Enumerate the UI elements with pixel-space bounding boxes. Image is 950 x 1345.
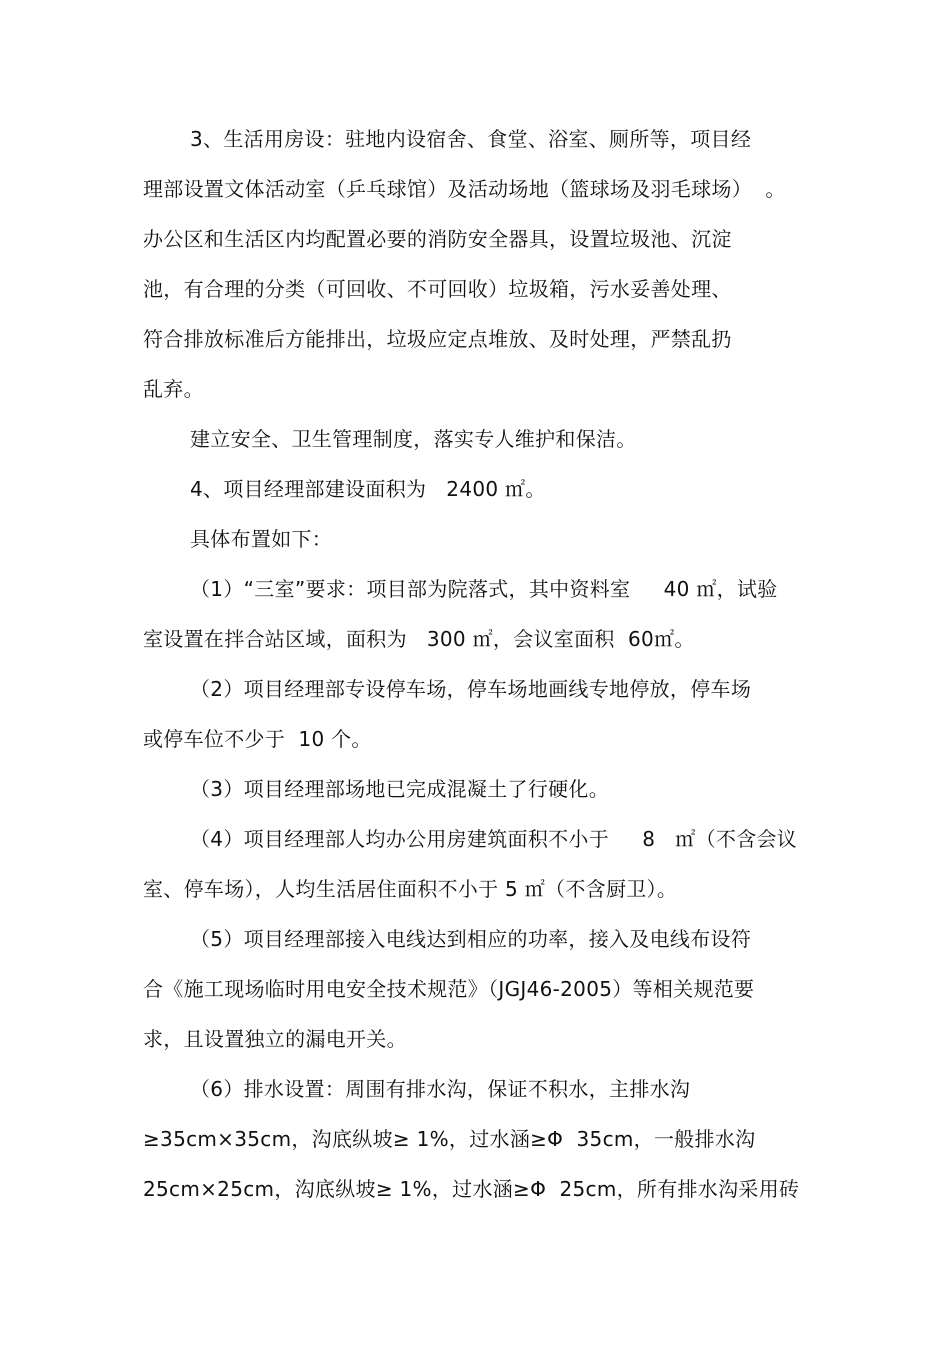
text-line: （3）项目经理部场地已完成混凝土了行硬化。 bbox=[190, 777, 610, 801]
text-line: （1）“三室”要求：项目部为院落式，其中资料室 40 ㎡，试验 bbox=[190, 577, 778, 601]
text-line: （6）排水设置：周围有排水沟，保证不积水，主排水沟 bbox=[190, 1077, 691, 1101]
text-line: 池，有合理的分类（可回收、不可回收）垃圾箱，污水妥善处理、 bbox=[143, 277, 732, 301]
text-line: 3、生活用房设：驻地内设宿舍、食堂、浴室、厕所等，项目经 bbox=[190, 127, 752, 151]
text-line: （5）项目经理部接入电线达到相应的功率，接入及电线布设符 bbox=[190, 927, 752, 951]
text-line: 或停车位不少于 10 个。 bbox=[143, 727, 372, 751]
text-line: 理部设置文体活动室（乒乓球馆）及活动场地（篮球场及羽毛球场） 。 bbox=[143, 177, 786, 201]
text-line: 乱弃。 bbox=[143, 377, 204, 401]
text-line: 具体布置如下： bbox=[190, 527, 333, 551]
text-line: 办公区和生活区内均配置必要的消防安全器具，设置垃圾池、沉淀 bbox=[143, 227, 732, 251]
text-line: 建立安全、卫生管理制度，落实专人维护和保洁。 bbox=[190, 427, 637, 451]
text-line: 室、停车场），人均生活居住面积不小于 5 ㎡（不含厨卫）。 bbox=[143, 877, 678, 901]
text-line: 室设置在拌合站区域，面积为 300 ㎡，会议室面积 60㎡。 bbox=[143, 627, 695, 651]
text-line: （2）项目经理部专设停车场，停车场地画线专地停放，停车场 bbox=[190, 677, 752, 701]
text-line: 符合排放标准后方能排出，垃圾应定点堆放、及时处理，严禁乱扔 bbox=[143, 327, 732, 351]
text-line: 25cm×25cm，沟底纵坡≥ 1%，过水涵≥Φ 25cm，所有排水沟采用砖 bbox=[143, 1177, 800, 1201]
text-line: （4）项目经理部人均办公用房建筑面积不小于 8 ㎡（不含会议 bbox=[190, 827, 798, 851]
text-line: 求，且设置独立的漏电开关。 bbox=[143, 1027, 407, 1051]
text-line: 合《施工现场临时用电安全技术规范》（JGJ46-2005）等相关规范要 bbox=[143, 977, 755, 1001]
text-line: 4、项目经理部建设面积为 2400 ㎡。 bbox=[190, 477, 546, 501]
text-line: ≥35cm×35cm，沟底纵坡≥ 1%，过水涵≥Φ 35cm，一般排水沟 bbox=[143, 1127, 756, 1151]
